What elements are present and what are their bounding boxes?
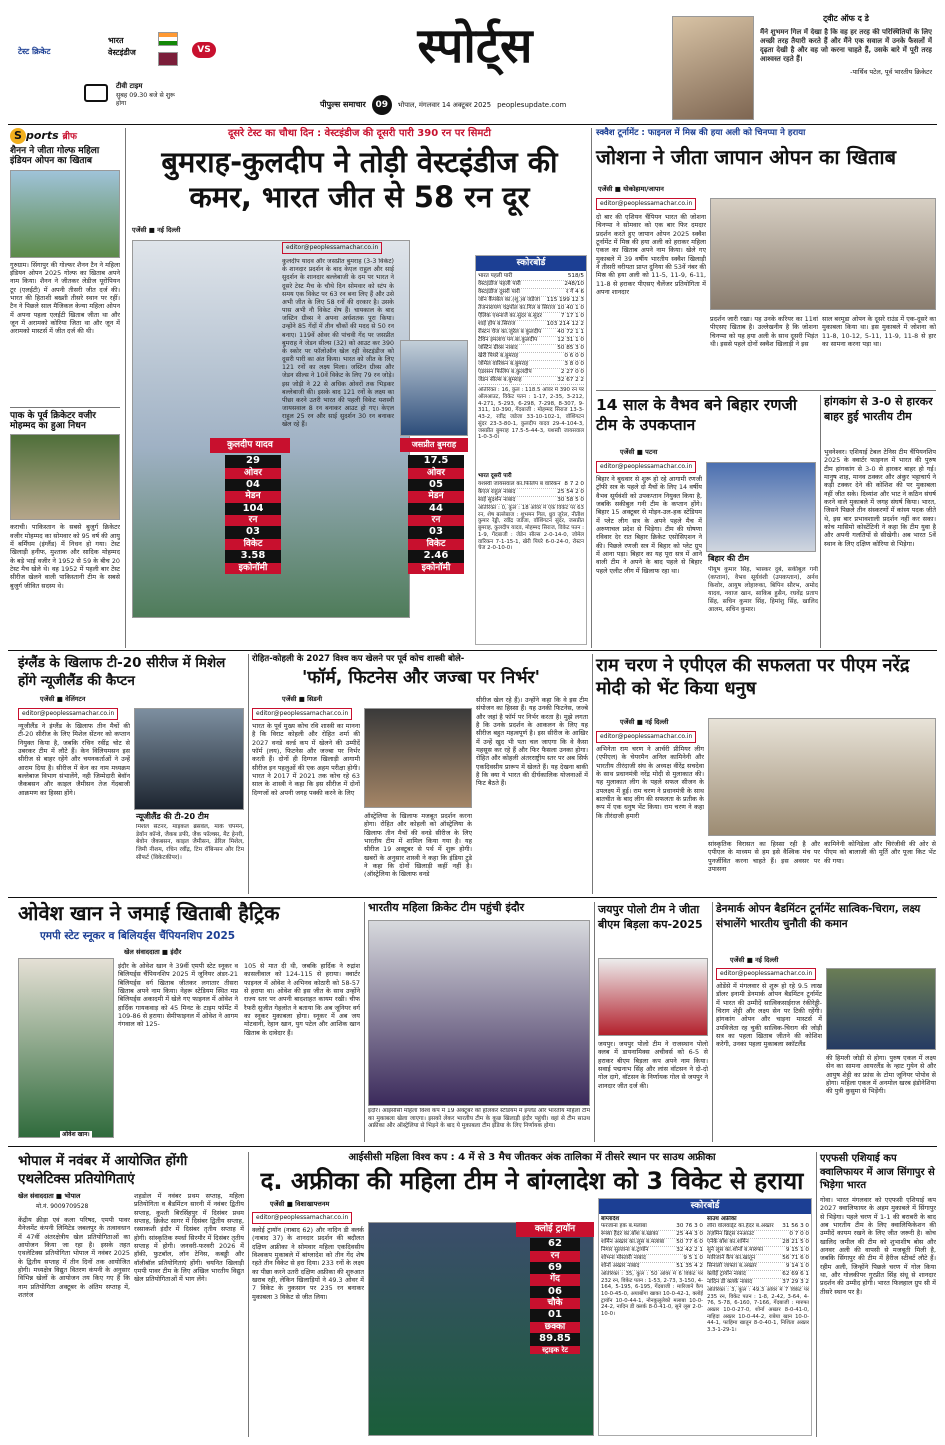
score-name: जेडन सील्स ब.बुमराह bbox=[478, 377, 522, 384]
sa-body: क्लोई ट्रायॉन (नाबाद 62) और नादिन डी क्लर्क (नाबाद 37) के शानदार प्रदर्शन की बदौलत दक्षिण अफ्रीका ने सोमवार महिला एकदिवसीय विश्वकप मुकाबले में बांग्लादेश को तीन गेंद शेष रहते तीन विकेट से हरा दिया। 233 रनों के लक्ष्य का पीछा करने उतरी दक्षिण अफ्रीका की शुरुआत खराब रही, लेकिन खिलाड़ियों ने 49.3 ओवर में 7 विकेट के नुकसान पर 235 रन बनाकर मुकाबला 3 विकेट से जीत लिया। bbox=[252, 1226, 364, 1301]
score-row bbox=[478, 353, 584, 361]
stat2-wickets-label: विकेट bbox=[408, 539, 464, 550]
ramcharan-byline: एजेंसी ■ नई दिल्ली bbox=[620, 718, 669, 726]
score-name: केएल राहुल नाबाद bbox=[478, 489, 516, 495]
test-label: टेस्ट क्रिकेट bbox=[18, 47, 51, 56]
brief-body-2: कराची। पाकिस्तान के सबसे बुजुर्ग क्रिकेटर वजीर मोहम्मद का सोमवार को 95 वर्ष की आयु में बर्मिंघम (इंग्लैंड) में निधन हो गया। टेस्ट खिलाड़ी हनीफ, मुश्ताक और सादिक मोहम्मद के बड़े भाई वजीर ने 1952 से 59 के बीच 20 टेस्ट मैच खेले थे। वह 1952 में पहली बार टेस्ट सीरीज खेलने वाली पाकिस्तानी टीम के सबसे बुजुर्ग जीवित सदस्य थे। bbox=[10, 523, 120, 590]
sb2-team2-rows bbox=[707, 1223, 809, 1287]
avesh-body-2: 105 से मात दी थी, जबकि हार्दिक ने रुद्रांश कासलीवाल को 124-115 से हराया। क्वार्टर फाइनल में ओवेश ने अभिनव कोठारी को 58-57 से हराया था। ओवेश की इस जीत के साथ उन्होंने राज्य स्तर पर अपनी बादशाहत कायम रखी। चीफ रैफरी सुजीत गेहलोत ने बताया कि अब जूनियर वर्ग का स्नूकर मुकाबला होगा। स्नूकर में अब जय मोटवानी, रेहान खान, युग पटेल और आशिक खान खिताब के दावेदार हैं। bbox=[244, 962, 360, 1037]
score-name: ऐलिक एथनाजे का.सुंदर ब.सुंदर bbox=[478, 313, 542, 320]
scoreboard-1-rows2 bbox=[476, 481, 586, 505]
score-value: 9 15 1 0 bbox=[785, 1247, 809, 1254]
avesh-byline: खेल संवाददाता ■ इंदौर bbox=[124, 948, 182, 956]
score-value: 248/10 bbox=[564, 281, 584, 288]
stat1-economy-label: इकोनॉमी bbox=[225, 563, 281, 574]
badminton-body: ओडेंसे में मंगलवार से शुरू हो रहे 9.5 लाख डॉलर इनामी डेनमार्क ओपन बैडमिंटन टूर्नामेंट में भारत की उम्मीदें सात्विकसाईराज रंकीरेड्डी-चिराग शेट्टी और लक्ष्य सेन पर टिकी रहेंगी। हांगकांग ओपन और चाइना मास्टर्स में उपविजेता रह चुकी सात्विक-चिराग की जोड़ी सत्र का पहला खिताब जीतने की कोशिश करेगी, उनका पहला मुकाबला स्कॉटलैंड bbox=[716, 982, 822, 1049]
score-name: खेरी पियरे ब.बुमराह bbox=[478, 353, 519, 360]
bhopal-byline: खेल संवाददाता ■ भोपाल bbox=[18, 1192, 81, 1200]
score-row bbox=[478, 369, 584, 377]
score-value: 50 85 3 0 bbox=[557, 345, 584, 352]
score-row bbox=[707, 1231, 809, 1239]
santner-photo bbox=[134, 708, 244, 810]
stat2-overs: 17.5 bbox=[408, 455, 464, 468]
tryon-stats bbox=[530, 1238, 580, 1354]
score-name: सिनालो जाफ्ता ब.अख्तर bbox=[707, 1263, 757, 1270]
score-value: 0 6 0 0 bbox=[564, 353, 584, 360]
score-name: साई सुदर्शन नाबाद bbox=[478, 496, 516, 503]
bumrah-photo bbox=[400, 340, 468, 436]
dateline: भोपाल, मंगलवार 14 अक्टूबर 2025 bbox=[397, 100, 492, 109]
polo-headline: जयपुर पोलो टीम ने जीता बीएम बिड़ला कप-2025 bbox=[598, 903, 703, 932]
score-row bbox=[478, 305, 584, 313]
score-value: 30 76 3 0 bbox=[676, 1223, 703, 1230]
score-name: जोमेल वारिकन ब.बुमराह bbox=[478, 361, 529, 368]
mitchell-body: न्यूजीलैंड ने इंग्लैंड के खिलाफ तीन मैचों की टी-20 सीरीज के लिए मिशेल सेंटनर को कप्तान नियुक्त किया है, जबकि रचिन रवींद्र चोट से उबरकर टीम में लौटे हैं। केन विलियमसन इस सीरीज से बाहर रहेंगे और चयनकर्ताओं ने उन्हें आराम दिया है। सीरीज में केन का नाम मध्यक्रम बल्लेबाज विभाग संभालेंगे, नही जिम्मेदारी बेवॉन जैकबसन और काइल जैमीसन तेज गेंदबाजी आक्रमण का हिस्सा होंगे। bbox=[18, 722, 130, 797]
score-value: 2 27 0 0 bbox=[560, 369, 584, 376]
score-name: वेस्टइंडीज पहली पारी bbox=[478, 281, 521, 288]
scoreboard-1-innings2-label: भारत दूसरी पारी bbox=[478, 473, 512, 480]
scoreboard-1 bbox=[475, 255, 587, 645]
score-value: 37 29 3 2 bbox=[782, 1279, 809, 1286]
score-value: 8 7 2 0 bbox=[564, 481, 584, 488]
stat2-runs-label: रन bbox=[408, 515, 464, 526]
score-value: 9 14 1 0 bbox=[785, 1263, 809, 1270]
squash-body: दो बार की एशियन चैंपियन भारत की जोशना चिनप्पा ने सोमवार को एक बार फिर दमदार प्रदर्शन करते हुए जापान ओपन 2025 स्क्वैश टूर्नामेंट में मिस्र की हया अली को हराकर महिला एकल का खिताब अपने नाम किया। खेले गए मुकाबले में 39 वर्षीय भारतीय स्क्वैश खिलाड़ी ने तीसरी वरीयता प्राप्त दुनिया की 53वें नंबर की मिस्र की हया अली को 11-5, 11-9, 6-11, 11-8 से हराकर पीएसए चैलेंजर प्रतियोगिता में अपना शानदार bbox=[596, 213, 706, 296]
tryon-runs: 62 bbox=[530, 1238, 580, 1251]
nz-team-title: न्यूजीलैंड की टी-20 टीम bbox=[136, 812, 209, 821]
squash-headline: जोशना ने जीता जापान ओपन का खिताब bbox=[596, 145, 897, 169]
badminton-email: editor@peoplessamachar.co.in bbox=[716, 968, 816, 980]
vaibhav-email: editor@peoplessamachar.co.in bbox=[596, 461, 696, 473]
bhopal-headline: भोपाल में नवंबर में आयोजित होंगी एथलेटिक्स प्रतियोगिताएं bbox=[18, 1153, 188, 1188]
score-row bbox=[707, 1247, 809, 1255]
score-name: क्लोई ट्रायॉन नाबाद bbox=[707, 1271, 746, 1278]
shastri-email: editor@peoplessamachar.co.in bbox=[252, 708, 352, 720]
score-value: 31 56 3 0 bbox=[782, 1223, 809, 1230]
tryon-balls: 69 bbox=[530, 1262, 580, 1275]
score-value: 12 31 1 0 bbox=[557, 337, 584, 344]
score-value: 28 21 5 0 bbox=[782, 1239, 809, 1246]
header-left-box bbox=[18, 22, 228, 120]
tweet-author: -पार्थिव पटेल, पूर्व भारतीय क्रिकेटर bbox=[850, 68, 932, 77]
mitchell-email: editor@peoplessamachar.co.in bbox=[18, 708, 118, 720]
score-row bbox=[601, 1263, 703, 1271]
score-value: 10 40 1 0 bbox=[557, 305, 584, 312]
score-value: 51 35 4 2 bbox=[676, 1263, 703, 1270]
score-value: 7 17 1 0 bbox=[560, 313, 584, 320]
avesh-body: इंदौर के ओवेश खान ने 39वीं एमपी स्टेट स्नूकर व बिलियर्ड्स चैंपियनशिप 2025 में जूनियर अंडर-21 बिलियर्ड्स वर्ग खिताब जीतकर लगातार तीसरा खिताब अपने नाम किया। नेहरू स्टेडियम स्थित मप्र बिलियर्ड्स अकादमी में खेले गए फाइनल में ओवेश ने हार्दिक गायकवाड़ को 45 मिनट के टाइम फॉर्मेट में 109-86 से हराया। सेमीफाइनल में ओवेश ने आगम गंगवाल को 125- bbox=[118, 962, 238, 1029]
shastri-body: भारत के पूर्व मुख्य कोच रवि शास्त्री का मानना है कि विराट कोहली और रोहित शर्मा की 2027 वनडे वर्ल्ड कप में खेलने की उम्मीदें फॉर्म (लय), फिटनेस और जज्बा पर निर्भर करती हैं। दोनों ही दिग्गज खिलाड़ी आगामी सीरीज इन पहलुओं की एक अहम परीक्षा होगी। भारत ने 2017 में 2021 तक कोच रहे 63 साल के शास्त्री ने कहा कि इस सीरीज में दोनों दिग्गजों को अपनी जगह पक्की करने के लिए bbox=[252, 722, 360, 797]
score-row bbox=[601, 1239, 703, 1247]
joshna-photo bbox=[710, 198, 936, 310]
stat1-maidens-label: मेडन bbox=[225, 491, 281, 502]
mitchell-byline: एजेंसी ■ वेलिंगटन bbox=[40, 695, 86, 703]
score-name: जॉन कैंपबेल का.(शु.)ब जडेजा bbox=[478, 297, 540, 304]
scoreboard-1-title: स्कोरबोर्ड bbox=[476, 256, 586, 271]
tweet-title: ट्वीट ऑफ द डे bbox=[823, 14, 869, 23]
stat1-wickets: 03 bbox=[225, 526, 281, 539]
lead-headline: बुमराह-कुलदीप ने तोड़ी वेस्टइंडीज की कमर, भारत जीत से 58 रन दूर bbox=[161, 145, 558, 214]
stat1-overs: 29 bbox=[225, 455, 281, 468]
player2-stats bbox=[408, 455, 464, 574]
squash-byline: एजेंसी ■ योकोहामा/जापान bbox=[598, 185, 664, 193]
score-name: रूब्या हैदर का.बॉश ब.खाका bbox=[601, 1231, 659, 1238]
tryon-sixes: 01 bbox=[530, 1309, 580, 1322]
sb2-team2: साउथ अफ्रीका bbox=[707, 1216, 737, 1223]
tryon-sixes-label: छक्का bbox=[530, 1322, 580, 1333]
tv-icon bbox=[84, 84, 108, 102]
brief-badge-s: S bbox=[10, 128, 26, 144]
bhopal-body: केंद्रीय क्रीड़ा एवं कला परिषद, एमपी पावर मैनेजमेंट कंपनी लिमिटेड जबलपुर के तत्वावधान में 47वीं अंतरक्षेत्रीय खेल प्रतियोगिताओं का आयोजन किया जा रहा है। इसके तहत एथलेटिक्स प्रतियोगिता भोपाल में नवंबर 2025 के द्वितीय सप्ताह में तीन दिनों तक आयोजित होगी। मध्यक्षेत्र विद्युत वितरण कंपनी के अनुसार विभिन्न खेलों के आयोजन तय किए गए हैं कि नाम प्रतियोगिता अक्टूबर के अंतिम सप्ताह में, शतरंज bbox=[18, 1216, 130, 1299]
score-name: शोर्ना अख्तर नाबाद bbox=[601, 1263, 640, 1270]
score-name: नादिन डी क्लर्क नाबाद bbox=[707, 1279, 753, 1286]
vaibhav-body: बिहार ने बुधवार से शुरू हो रहे आगामी रणजी ट्रॉफी सत्र के पहले दो मैचों के लिए 14 वर्षीय वैभव सूर्यवंशी को उपकप्तान नियुक्त किया है, जबकि सकीबुल गनी टीम के कप्तान होंगे। बिहार 15 अक्टूबर से मोइन-उल-हक स्टेडियम में प्लेट लीग सत्र के अपने पहले मैच में अरुणाचल प्रदेश से भिड़ेगा। टीम की घोषणा रविवार देर रात बिहार क्रिकेट एसोसिएशन ने की। पिछले रणजी सत्र में बिहार को प्लेट ग्रुप में आना पड़ा। बिहार का यह पूरा सत्र में आने वाली टीम ने अपने के बाद पहले से बिहार पहले एलीट लीग में खिलाफ रहा था। bbox=[596, 475, 702, 575]
score-name: रोस्टन चेज का.जुरेल ब कुलदीप bbox=[478, 329, 542, 336]
scoreboard-2 bbox=[598, 1198, 812, 1436]
score-row bbox=[478, 361, 584, 369]
score-row bbox=[478, 313, 584, 321]
player1-name: कुलदीप यादव bbox=[210, 438, 290, 453]
ramcharan-email: editor@peoplessamachar.co.in bbox=[596, 731, 696, 743]
score-name: टेविन इमलाच पग.बा.कुलदीप bbox=[478, 337, 538, 344]
sa-kicker: आईसीसी महिला विश्व कप : 4 में से 3 मैच जीतकर अंक तालिका में तीसरे स्थान पर साउथ अफ्रीका bbox=[348, 1152, 716, 1163]
avesh-subheadline: एमपी स्टेट स्नूकर व बिलियर्ड्स चैंपियनशिप 2025 bbox=[40, 930, 236, 942]
score-value: 103 214 12 2 bbox=[546, 321, 584, 328]
lead-byline: एजेंसी ■ नई दिल्ली bbox=[132, 226, 181, 234]
bhopal-body-2: शहडोल में नवंबर प्रथम सप्ताह, महिला प्रतियोगिता व बैडमिंटन सारनी में नवंबर द्वितीय सप्ताह, कुश्ती बिरसिंहपुर में दिसंबर प्रथम सप्ताह, क्रिकेट सागर में दिसंबर द्वितीय सप्ताह, रस्साकशी इंदौर में दिसंबर तृतीय सप्ताह में होगी। सांस्कृतिक स्पर्धा सिरमौर में दिसंबर तृतीय सप्ताह में होगी। जनवरी-फरवरी 2026 में हॉकी, फुटबॉल, लॉन टेनिस, कबड्डी और वॉलीबॉल प्रतियोगिताएं होंगी। चयनित खिलाड़ी एमपी पावर टीम के लिए अखिल भारतीय विद्युत खेल प्रतियोगिताओं में भाग लेंगे। bbox=[134, 1192, 244, 1284]
score-value: 9 5 1 0 bbox=[683, 1255, 703, 1262]
brief-column bbox=[10, 128, 120, 648]
squash-email: editor@peoplessamachar.co.in bbox=[596, 198, 696, 210]
ramcharan-body-3: कामिनेनी कोनिडेला और चिरंजीवी की ओर से पीएम को बालाजी की मूर्ति और पूजा किट भेंट की गया। bbox=[824, 840, 936, 865]
brief-badge bbox=[10, 128, 120, 144]
sa-email: editor@peoplessamachar.co.in bbox=[252, 1212, 352, 1224]
tweet-box bbox=[760, 14, 932, 120]
badminton-photo bbox=[826, 968, 936, 1050]
badminton-byline: एजेंसी ■ नई दिल्ली bbox=[730, 956, 779, 964]
score-row bbox=[478, 489, 584, 497]
score-row bbox=[478, 497, 584, 505]
brief-headline-2: पाक के पूर्व क्रिकेटर वजीर मोहम्मद का हुआ निधन bbox=[10, 407, 120, 432]
tv-label: टीवी टाइम bbox=[116, 82, 143, 90]
stat2-maidens-label: मेडन bbox=[408, 491, 464, 502]
lead-kicker: दूसरे टेस्ट का चौथा दिन : वेस्टइंडीज की दूसरी पारी 390 रन पर सिमटी bbox=[227, 128, 491, 139]
women-indore-photo bbox=[368, 920, 590, 1106]
website-link[interactable]: peoplesupdate.com bbox=[497, 100, 567, 109]
score-row bbox=[478, 297, 584, 305]
score-row bbox=[707, 1263, 809, 1271]
tryon-fours: 06 bbox=[530, 1286, 580, 1299]
sb2-team2-extras: अतिरिक्त : 3, कुल : 49.3 ओवर में 7 विकेट पर 235 रन, विकेट पतन : 1-8, 2-42, 3-64, 4-76, 5-78, 6-160, 7-166, गेंदबाजी : मारुफा अख्तर 10-0-27-0, शोर्ना अख्तर 8-0-41-0, नाहिदा अख्तर 10-0-44-2, राबेया खान 10-0-44-1, फाहिमा खातून 8-0-40-1, निशिता अख्तर 3.3-1-29-1। bbox=[707, 1287, 809, 1333]
sb2-team1-extras: अतिरिक्त : 35, कुल : 50 ओवर में 6 विकेट पर 232 रन, विकेट पतन : 1-53, 2-73, 3-150, 4-164, 5-195, 6-195, गेंदबाजी : मारिजाने कैप 10-0-45-0, अयाबोंगा खाका 10-0-42-1, क्लोई ट्रायॉन 10-0-44-1, नोनकुलुलेको मलाबा 10-0-24-2, नादिन डी क्लर्क 8-0-41-0, सुने लूस 2-0-10-0। bbox=[601, 1271, 703, 1317]
flag-india bbox=[158, 32, 178, 46]
score-row bbox=[601, 1231, 703, 1239]
avesh-headline: ओवेश खान ने जमाई खिताबी हैट्रिक bbox=[18, 901, 280, 925]
scoreboard-1-extras: अतिरिक्त : 16, कुल : 118.5 ओवर में 390 रन पर ऑलआउट, विकेट पतन : 1-17, 2-35, 3-212, 4-271, 5-293, 6-298, 7-298, 8-307, 9-311, 10-390, गेंदबाजी : मोहम्मद सिराज 13-3-43-2, रवींद्र जडेजा 33-10-102-1, वॉशिंगटन सुंदर 23-3-80-1, कुलदीप यादव 29-4-104-3, जसप्रीत बुमराह 17.5-5-44-3, यशस्वी जायसवाल 1-0-3-0। bbox=[478, 387, 584, 441]
score-name: तज़मिन ब्रिट्स रनआउट bbox=[707, 1231, 755, 1238]
lead-email: editor@peoplessamachar.co.in bbox=[282, 242, 382, 254]
stat1-wickets-label: विकेट bbox=[225, 539, 281, 550]
score-value: 30 58 5 0 bbox=[557, 496, 584, 503]
tryon-balls-label: गेंद bbox=[530, 1274, 580, 1285]
badminton-body-2: की हिमली जोड़ी से होगा। पुरुष एकल में लक्ष्य सेन का सामना आयरलैंड के न्हाट गुयेन से और आयुष शेट्टी का फ्रांस के टोमा जूनियर पोपोव से होगा। महिला एकल में अनमोल खरब इंडोनेशिया की पुत्री कुसुमा से भिड़ेंगी। bbox=[826, 1054, 936, 1096]
women-indore-headline: भारतीय महिला क्रिकेट टीम पहुंची इंदौर bbox=[368, 901, 525, 914]
shastri-body-3: सीरीज खेल रहे हैं)। उन्होंने कहा कि वे इस टीम संयोजन का हिस्सा हैं। यह उनकी फिटनेस, जज्बे और जहां है फॉर्म पर निर्भर करता है। मुझे लगता है कि उनके प्रदर्शन के आकलन के लिए यह सीरीज बहुत महत्वपूर्ण है। इस सीरीज के आखिर में उन्हें खुद भी पता चल जाएगा कि वे कैसा महसूस कर रहे हैं और फिर फैसला उनका होगा। रोहित और कोहली अंतरराष्ट्रीय स्तर पर अब सिर्फ एकदिवसीय प्रारूप में खेलते हैं। यह देखना बाकी है कि क्या ये भारत की दीर्घकालिक योजनाओं में फिट बैठते हैं। bbox=[476, 696, 588, 788]
bhopal-mobile: मो.नं. 9009709528 bbox=[36, 1203, 89, 1210]
wazir-photo bbox=[10, 434, 120, 520]
football-body: गोवा। भारत मंगलवार को एएफसी एशियाई कप 2027 क्वालिफायर के अहम मुकाबले में सिंगापुर से भिड़ेगा। पहले चरण में 1-1 की बराबरी के बाद अब भारतीय टीम के लिए क्वालिफिकेशन की उम्मीदें कायम रखने के लिए जीत जरूरी है। कोच खालिद जमील की टीम को शुभाशीष बोस और अनवर अली की वापसी से मजबूती मिली है, जबकि सिंगापुर की टीम में हैरीज स्टीवर्ट लौटे हैं। रहीम अली, जिन्होंने पिछले चरण में गोल किया था, और गोलकीपर गुरप्रीत सिंह संधू से शानदार प्रदर्शन की उम्मीद होगी। भारत फिलहाल ग्रुप सी में तीसरे स्थान पर है। bbox=[820, 1196, 936, 1296]
ramcharan-headline: राम चरण ने एपीएल की सफलता पर पीएम नरेंद्र मोदी को भेंट किया धनुष bbox=[596, 655, 910, 700]
tryon-fours-label: चौके bbox=[530, 1298, 580, 1309]
score-name: एंडरसन फिलिप ब.कुलदीप bbox=[478, 369, 532, 376]
score-value: 62 69 6 1 bbox=[782, 1271, 809, 1278]
tv-time: सुबह 09.30 बजे से शुरू होगा bbox=[116, 92, 175, 107]
score-name: यशस्वी जायसवाल का.फिलिप ब वारिकन bbox=[478, 481, 561, 488]
score-name: शोभना मोस्तारी नाबाद bbox=[601, 1255, 646, 1262]
player1-stats bbox=[225, 455, 281, 574]
brief-body-1: गुरुग्राम। सिंगापुर की गोल्फर शैनन टैन ने महिला इंडियन ओपन 2025 गोल्फ का खिताब अपने नाम किया। शैनन ने जीतकर लेडीज यूरोपियन टूर (एलईटी) में अपनी तीसरी जीत दर्ज की। भारत की हिताशी बख्शी तीसरे स्थान पर रहीं। टैन ने पिछले साल मैजिकल केन्या महिला ओपन में अपना पहला एलईटी खिताब जीता था और जून में अरामको कोरिया जिता था और जून में अरामको मास्टर्स में जीत दर्ज की थी। bbox=[10, 260, 120, 336]
score-name: भारत पहली पारी bbox=[478, 273, 513, 280]
shastri-byline: एजेंसी ■ सिडनी bbox=[282, 695, 323, 703]
lead-body: कुलदीप यादव और जसप्रीत बुमराह (3-3 विकेट) के शानदार प्रदर्शन के बाद केएल राहुल और साई सुदर्शन के शानदार बल्लेबाजी के दम पर भारत ने दूसरे टेस्ट मैच के चौथे दिन सोमवार को स्टंप के समय एक विकेट पर 63 रन बना लिए हैं और उसे अभी जीत के लिए 58 रनों की दरकार है। उसके पास अभी नौ विकेट शेष हैं। चायकाल के बाद जस्टिन ग्रीव्स ने अपना अर्धशतक पूरा किया। उन्होंने 85 गेंदों में तीन चौकों की मदद से 50 रन बनाए। 119वें ओवर की पांचवी गेंद पर जसप्रीत बुमराह ने जेडन सील्स (32) को आउट कर 390 के स्कोर पर फॉलोऑन खेल रही वेस्टइंडीज को दूसरी पारी का अंत किया। भारत को जीत के लिए 121 रनों का लक्ष्य मिला। जस्टिन ग्रीव्स और जेडन सील्स ने 10वें विकेट के लिए 79 रन जोड़े। इस जोड़ी ने 22 से अधिक ओवरों तक भिड़कर बल्लेबाजी की। इसके बाद 121 रनों के लक्ष्य का पीछा करने उतरी भारत की पहली विकेट यशस्वी जायसवाल 8 रन बनाकर आउट हो गए। केएल राहुल 25 रन और साई सुदर्शन 30 रन बनाकर खेल रहे हैं। bbox=[282, 258, 394, 429]
vaibhav-photo bbox=[706, 462, 816, 552]
scoreboard-2-title: स्कोरबोर्ड bbox=[599, 1199, 811, 1214]
masthead-strip bbox=[320, 94, 650, 116]
score-name: शर्मिन अख्तर का.लूस ब.मलाबा bbox=[601, 1239, 665, 1246]
badminton-headline: डेनमार्क ओपन बैडमिंटन टूर्नामेंट सात्विक-चिराग, लक्ष्य संभालेंगे भारतीय चुनौती की कमान bbox=[716, 903, 921, 931]
brief-badge-label: ब्रीफ bbox=[62, 132, 77, 142]
shastri-photo bbox=[364, 708, 472, 808]
shastri-kicker: रोहित-कोहली के 2027 विश्व कप खेलने पर पूर्व कोच शास्त्री बोले- bbox=[252, 654, 465, 664]
page-number: 09 bbox=[372, 95, 392, 115]
score-value: 40 72 1 1 bbox=[557, 329, 584, 336]
score-value: 3 8 0 0 bbox=[564, 361, 584, 368]
score-row bbox=[601, 1247, 703, 1255]
tryon-strike-rate: 89.85 bbox=[530, 1333, 580, 1346]
stat1-runs: 104 bbox=[225, 503, 281, 516]
golfer-photo bbox=[10, 170, 120, 258]
tt-headline: हांगकांग से 3-0 से हारकर बाहर हुई भारतीय टीम bbox=[824, 395, 933, 423]
score-name: सुने लूस का.शोर्ना ब.मारुफा bbox=[707, 1247, 763, 1254]
stat2-economy: 2.46 bbox=[408, 550, 464, 563]
vs-badge: VS bbox=[192, 42, 216, 58]
stat1-maidens: 04 bbox=[225, 479, 281, 492]
ramcharan-body-2: सांस्कृतिक विरासत का हिस्सा रही है और एपीएल के माध्यम से हम इसे वैश्विक मंच पर पुनर्जीवित करना चाहते हैं। इस अवसर पर उपासना bbox=[708, 840, 820, 873]
score-name: निगार सुल्ताना ब.ट्रायॉन bbox=[601, 1247, 649, 1254]
stat2-overs-label: ओवर bbox=[408, 468, 464, 479]
stat2-economy-label: इकोनॉमी bbox=[408, 563, 464, 574]
stat2-runs: 44 bbox=[408, 503, 464, 516]
score-name: मारिजाने कैप का.खातून bbox=[707, 1255, 756, 1262]
football-headline: एएफसी एशियाई कप क्वालिफायर में आज सिंगापुर से भिड़ेगा भारत bbox=[820, 1153, 935, 1191]
paper-name: पीपुल्स समाचार bbox=[320, 100, 366, 109]
score-row bbox=[478, 481, 584, 489]
squash-body-3: साल बरमूडा ओपन के दूसरे राउंड में एक-दूसरे का मुकाबला किया था। इस मुकाबले में जोशना को 11-8, 10-12, 5-11, 11-9, 11-8 से हार का सामना करना पड़ा था। bbox=[822, 315, 936, 348]
score-row bbox=[478, 337, 584, 345]
stat1-overs-label: ओवर bbox=[225, 468, 281, 479]
score-name: लौरा वोलवार्ड्ट का.हैदर ब.अख्तर bbox=[707, 1223, 774, 1230]
tryon-strike-rate-label: स्ट्राइक रेट bbox=[530, 1346, 580, 1355]
sa-headline: द. अफ्रीका की महिला टीम ने बांग्लादेश को 3 विकेट से हराया bbox=[260, 1167, 804, 1195]
score-name: जस्टिन ग्रीव्स नाबाद bbox=[478, 345, 518, 352]
score-row bbox=[478, 289, 584, 297]
vaibhav-byline: एजेंसी ■ पटना bbox=[620, 448, 658, 456]
score-name: वेस्टइंडीज दूसरी पारी bbox=[478, 289, 520, 296]
stat1-runs-label: रन bbox=[225, 515, 281, 526]
stat2-maidens: 05 bbox=[408, 479, 464, 492]
tryon-name: क्लोई ट्रायॉन bbox=[516, 1222, 594, 1237]
brief-badge-ports: ports bbox=[26, 129, 59, 142]
ramcharan-photo bbox=[708, 718, 936, 836]
ramcharan-body: अभिनेता राम चरण ने आर्चरी प्रीमियर लीग (एपीएल) के चेयरमैन अनिल कामिनेनी और भारतीय तीरंदाजी संघ के अध्यक्ष वीरेंद्र सचदेवा के साथ प्रधानमंत्री नरेंद्र मोदी से मुलाकात की। यह मुलाकात लीग के पहले सफल सीजन के उपलक्ष्य में हुई। राम चरण ने प्रधानमंत्री के साथ बातचीत के बाद लीग की सफलता के प्रतीक के रूप में एक धनुष भेंट किया। राम चरण ने कहा कि तीरंदाजी हमारी bbox=[596, 745, 704, 820]
score-name: एनेके बॉश का.शर्मिन bbox=[707, 1239, 749, 1246]
score-row bbox=[707, 1279, 809, 1287]
score-value: 56 71 6 0 bbox=[782, 1255, 809, 1262]
tt-body: भुवनेश्वर। एशियाई टेबल टेनिस टीम चैंपियनशिप 2025 के क्वार्टर फाइनल में भारत की पुरुष टीम हांगकांग से 3-0 से हारकर बाहर हो गई। मानुष शाह, मानव ठक्कर और अंकुर भट्टाचार्य ने कड़ी टक्कर देने की कोशिश की पर मुकाबला नहीं जीत सके। दिव्यांश और भाट ने कठिन संघर्ष करने वाले मुकाबले में जगह संघर्ष किया। भारत, जिसने पिछले तीन संस्करणों में कांस्य पदक जीते थे, इस बार प्रभावशाली प्रदर्शन नहीं कर सका। कोच मासिमो कोस्टेंटिनी ने कहा कि टीम युवा है और अपनी गलतियों से सीखेगी। अब भारत 5वें स्थान के लिए दक्षिण कोरिया से भिड़ेगा। bbox=[824, 448, 936, 548]
mitchell-headline: इंग्लैंड के खिलाफ टी-20 सीरीज में मिशेल होंगे न्यूजीलैंड की कैप्टन bbox=[18, 655, 226, 690]
score-value: र गें 4 6 bbox=[566, 289, 584, 296]
stat2-wickets: 03 bbox=[408, 526, 464, 539]
team2-label: वेस्टइंडीज bbox=[108, 48, 136, 57]
score-value: 115 199 12 3 bbox=[546, 297, 584, 304]
score-value: 0 7 0 0 bbox=[789, 1231, 809, 1238]
score-value: 32 67 2 2 bbox=[557, 377, 584, 384]
score-row bbox=[601, 1255, 703, 1263]
flag-westindies bbox=[158, 52, 178, 66]
vaibhav-headline: 14 साल के वैभव बने बिहार रणजी टीम के उपकप्तान bbox=[596, 396, 797, 435]
tryon-runs-label: रन bbox=[530, 1251, 580, 1262]
score-value: 50 77 6 0 bbox=[676, 1239, 703, 1246]
polo-photo bbox=[598, 958, 708, 1036]
score-name: फरजाना हक ब.मलाबा bbox=[601, 1223, 647, 1230]
shastri-body-2: ऑस्ट्रेलिया के खिलाफ मजबूत प्रदर्शन करना होगा। रोहित और कोहली को ऑस्ट्रेलिया के खिलाफ तीन मैचों की वनडे सीरीज के लिए भारतीय टीम में शामिल किया गया है। यह सीरीज 19 अक्टूबर से पर्थ में शुरू होगी। खबरों के अनुसार शास्त्री ने कहा कि इंडिया टुडे ने कहा कि दोनों खिलाड़ी कहीं नहीं है। (ऑस्ट्रेलिया के खिलाफ वनडे bbox=[364, 812, 472, 879]
scoreboard-1-rows bbox=[476, 271, 586, 387]
shastri-headline: 'फॉर्म, फिटनेस और जज्बा पर निर्भर' bbox=[301, 668, 541, 688]
score-name: शाई होप ब.सिराज bbox=[478, 321, 516, 328]
masthead-title: स्पोर्ट्स bbox=[417, 18, 533, 74]
sb2-team1: बांग्लादेश bbox=[601, 1216, 620, 1223]
score-row bbox=[478, 321, 584, 329]
score-row bbox=[707, 1271, 809, 1279]
stat1-economy: 3.58 bbox=[225, 550, 281, 563]
score-value: 518/5 bbox=[567, 273, 584, 280]
score-value: 32 42 2 1 bbox=[676, 1247, 703, 1254]
player2-name: जसप्रीत बुमराह bbox=[400, 438, 468, 452]
squash-kicker: स्क्वैश टूर्नामेंट : फाइनल में मिस्र की हया अली को चिनप्पा ने हराया bbox=[596, 128, 806, 138]
women-indore-caption: इंदौर। आईसीसी महिला विश्व कप में 19 अक्टूबर को होलकर स्टेडियम में इंग्लैंड और भारतीय महिला टीम का मुकाबला खेला जाएगा। इसको लेकर भारतीय टीम के कुछ खिलाड़ी इंदौर पहुंची। वहां से टीम साउथ अफ्रीका और ऑस्ट्रेलिया से भिड़ने के बाद ये मुकाबला टीम इंडिया के लिए निर्णायक होगा। bbox=[368, 1108, 590, 1130]
score-row bbox=[478, 377, 584, 385]
squash-body-2: प्रदर्शन जारी रखा। यह उनके करियर का 11वां पीएसए खिताब है। उल्लेखनीय है कि जोशना चिनप्पा को यह हया अली के साथ दूसरी भिड़ंत थी। इससे पहले दोनों स्क्वैश खिलाड़ी ने इस bbox=[710, 315, 818, 348]
bihar-team-list: पीयूष कुमार सिंह, भास्कर दुबे, सकीबुल गनी (कप्तान), वैभव सूर्यवंशी (उपकप्तान), अर्नव किशोर, आयुष लोहारुका, बिपिन सौरभ, अमोद यादव, नवाज खान, साकिब हुसैन, रघवेंद्र प्रताप सिंह, सचिन कुमार सिंह, हिमांशु सिंह, खालिद आलम, सचिन कुमार। bbox=[708, 566, 818, 613]
sb2-team1-rows bbox=[601, 1223, 703, 1271]
team1-label: भारत bbox=[108, 36, 124, 45]
score-row bbox=[707, 1239, 809, 1247]
score-row bbox=[707, 1255, 809, 1263]
polo-body: जयपुर। जयपुर पोलो टीम ने राजस्थान पोलो क्लब में डायनामिक्स अचीवर्स को 6-5 से हराकर बीएम बिड़ला कप अपने नाम किया। सवाई पद्मनाभ सिंह और लांस वॉटसन ने दो-दो गोल दागे, वॉटसन के निर्णायक गोल से जयपुर ने शानदार जीत दर्ज की। bbox=[598, 1040, 708, 1090]
nz-team-list: मिशेल सैंटनर, माइकल ब्रेसवेल, मार्क चैपमैन, डेवॉन कॉन्वे, जैकब डफी, जैक फॉल्क्स, मैट हेनरी, बेवोन जैकबसन, काइल जैमीसन, डेरिल मिशेल, जिमी नीशम, रचिन रवींद्र, टिम रॉबिन्सन और टिम सीफर्ट (विकेटकीपर)। bbox=[136, 824, 244, 861]
avesh-photo bbox=[18, 958, 114, 1138]
score-row bbox=[478, 345, 584, 353]
tweet-text: मैंने शुभमन गिल में देखा है कि वह हर तरह की परिस्थितियों के लिए अच्छी तरह तैयारी करते हैं और मैंने एक सवाल में उनके फैसलों में दृढ़ता देखी है और वह जो करना चाहते हैं, उसके बारे में पूरी तरह आश्वस्त रहते हैं। bbox=[760, 28, 932, 64]
brief-headline-1: शैनन ने जीता गोल्फ महिला इंडियन ओपन का खिताब bbox=[10, 146, 100, 167]
scoreboard-1-extras2: अतिरिक्त : 0, कुल : 18 ओवर में एक विकेट पर 63 रन, शेष बल्लेबाज : शुभमन गिल, ध्रुव जुरेल, नीतीश कुमार रेड्डी, रवींद्र जडेजा, वॉशिंगटन सुंदर, जसप्रीत बुमराह, कुलदीप यादव, मोहम्मद सिराज, विकेट पतन : 1-9, गेंदबाजी : जेडेन सील्स 2-0-14-0, जोमेल वारिकन 7-1-15-1, खेरी पियरे 6-0-24-0, रोस्टन चेज 2-0-10-0। bbox=[478, 504, 584, 552]
score-name: तेजनारायण चंद्रपॉल का.गिल ब सिराज bbox=[478, 305, 556, 312]
score-value: 25 44 3 0 bbox=[676, 1231, 703, 1238]
score-row bbox=[478, 329, 584, 337]
bihar-team-title: बिहार की टीम bbox=[708, 554, 749, 563]
tweet-author-photo bbox=[672, 16, 754, 120]
sa-byline: एजेंसी ■ विशाखापत्तनम bbox=[270, 1200, 330, 1208]
avesh-photo-caption: ओवेश खान। bbox=[62, 1131, 90, 1138]
score-value: 25 54 2 0 bbox=[557, 489, 584, 495]
